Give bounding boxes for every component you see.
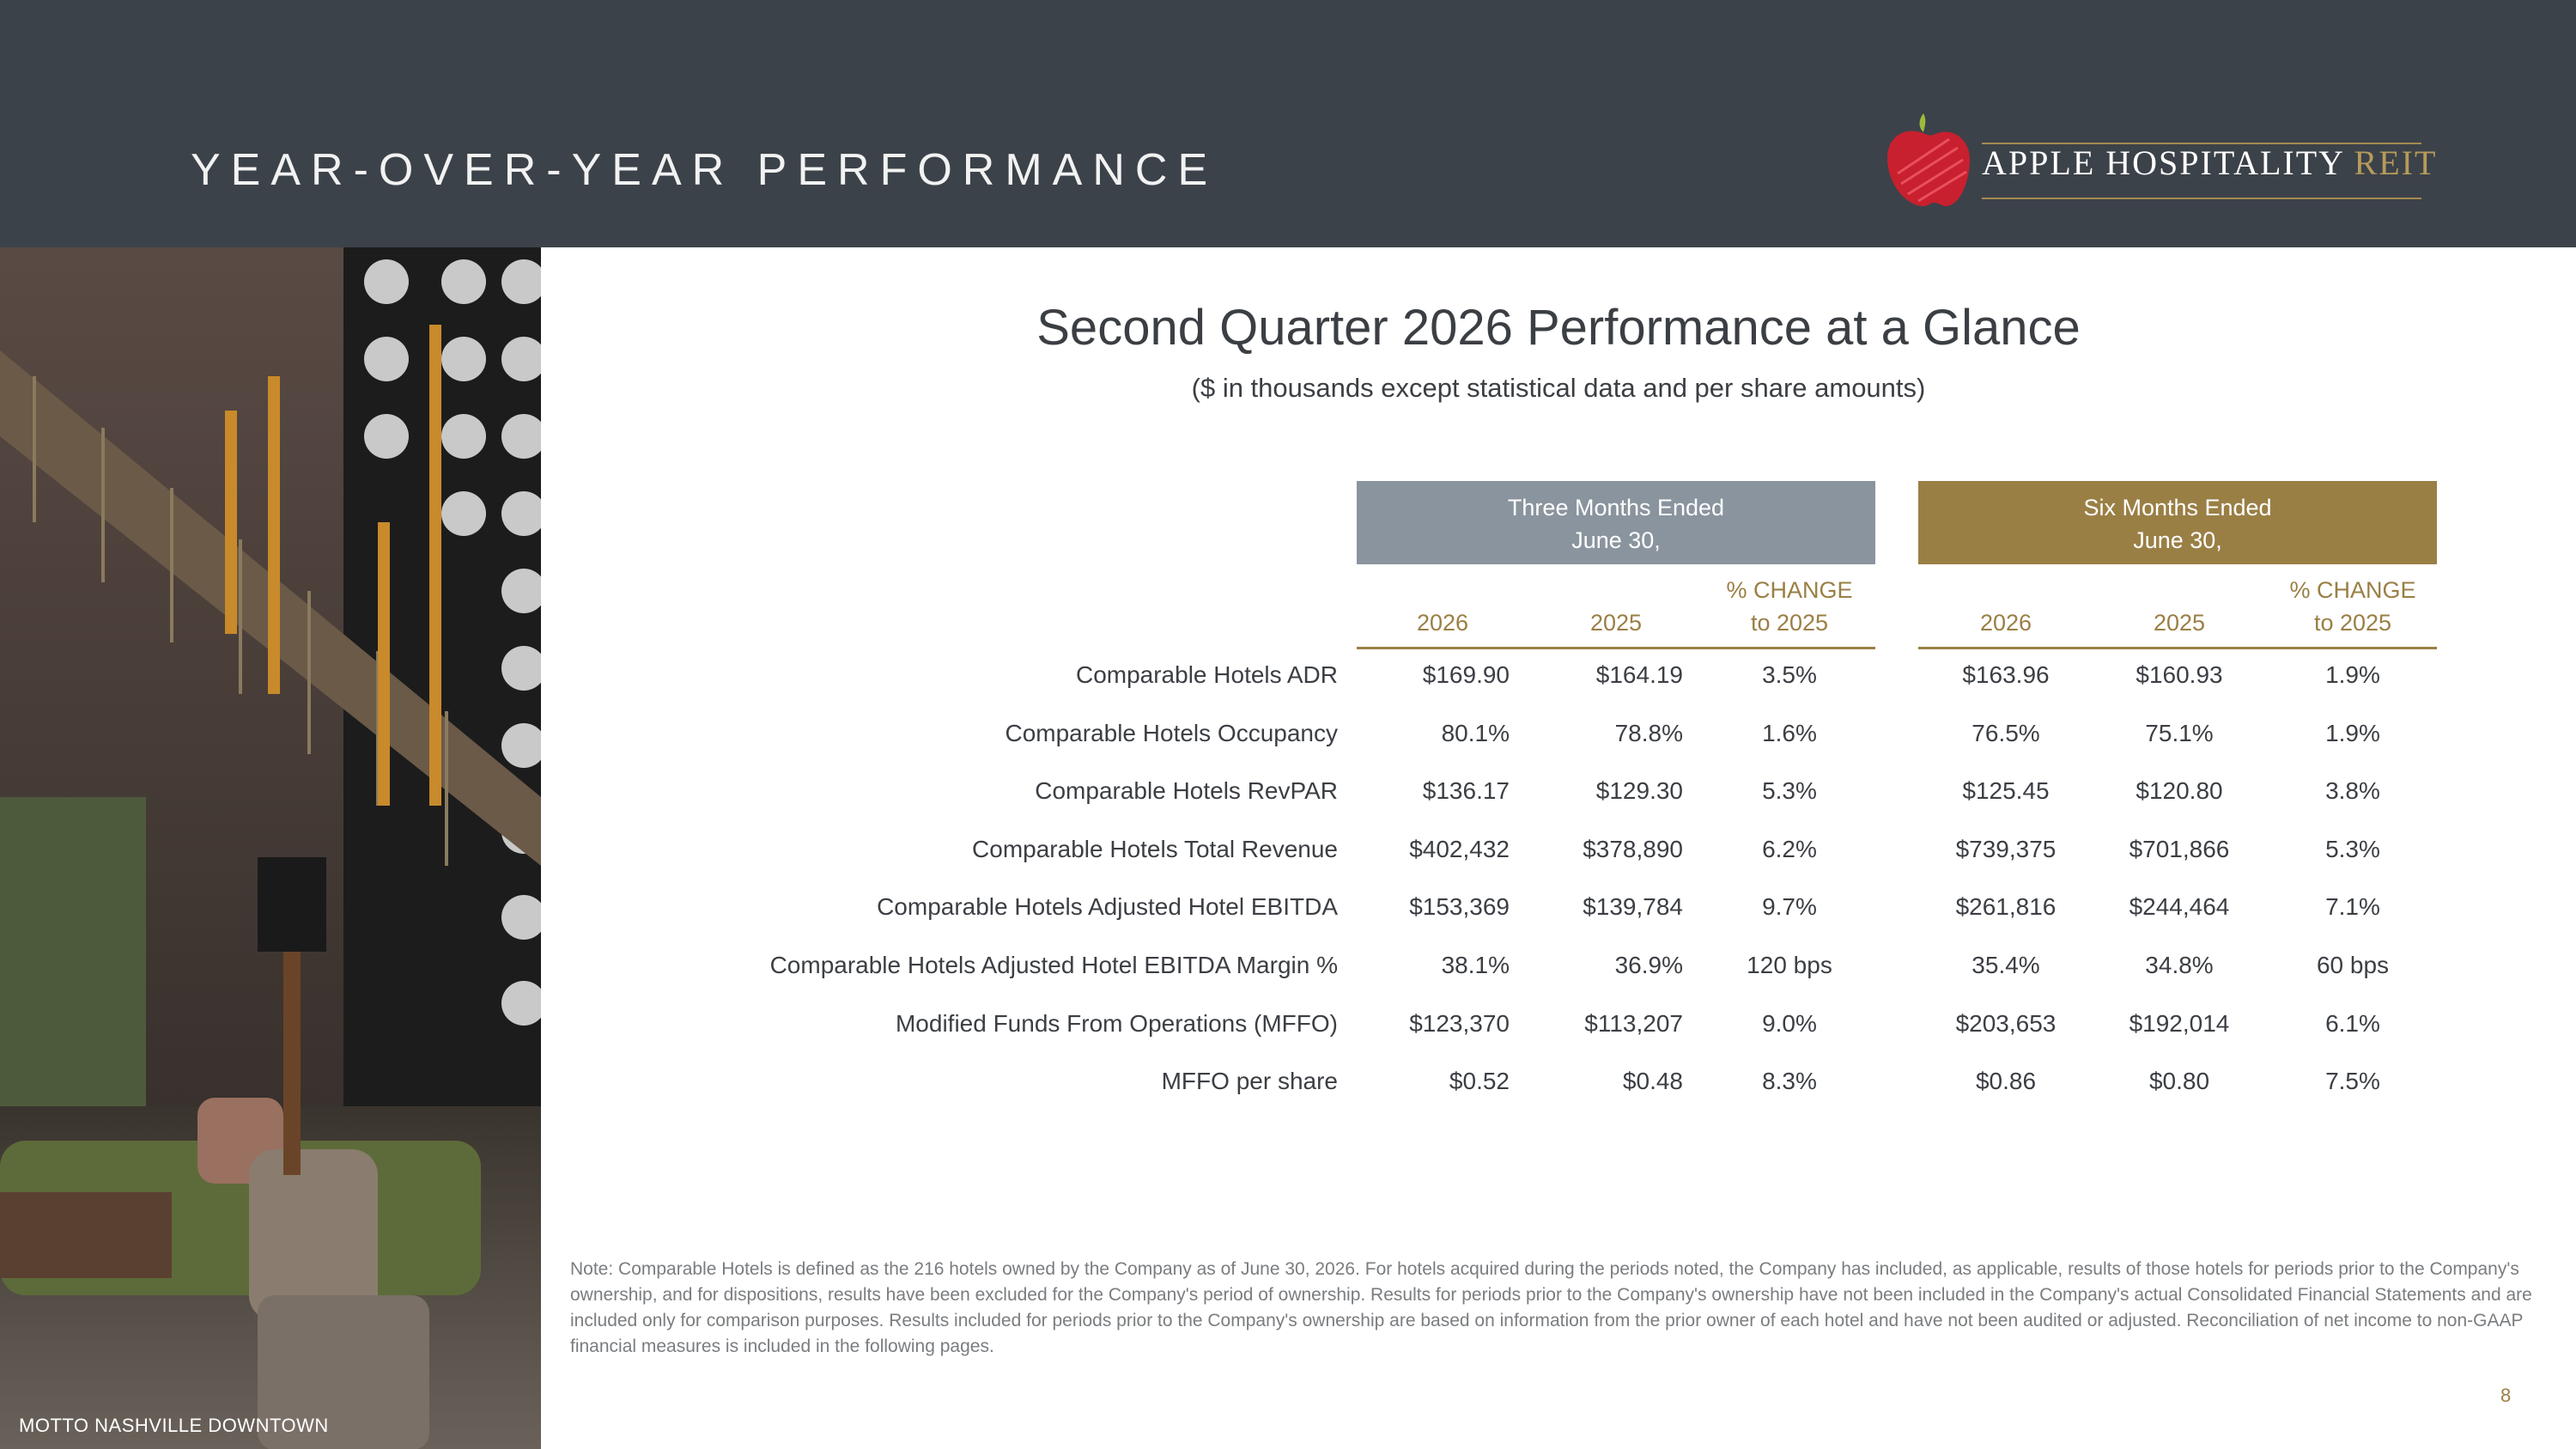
row-label: Modified Funds From Operations (MFFO) xyxy=(895,1009,1338,1037)
cell-h26: 76.5% xyxy=(1971,719,2040,746)
cell-q25: $164.19 xyxy=(1595,661,1683,688)
hotel-interior-image xyxy=(0,247,541,1449)
table-row xyxy=(550,1010,2490,1053)
table-row xyxy=(550,952,2490,995)
col-header-2025-six: 2025 xyxy=(2153,610,2206,636)
cell-hchg: 3.8% xyxy=(2325,777,2380,805)
three-months-line2: June 30, xyxy=(1571,527,1661,553)
cell-h25: $0.80 xyxy=(2148,1068,2210,1095)
footnote: Note: Comparable Hotels is defined as the 216 hotels owned by the Company as of June 30, 2026. For hotels acquired during the periods noted, the Company has included, as applicable, results of those hotels for periods prior to the Company's ownership, and for dispositions, results have been excluded for the Company's period of ownership. Results for periods prior to the Company's ownership have not been included in the Company's actual Consolidated Financial Statements and are included only for comparison purposes. Results included for periods prior to the Company's ownership are based on information from the prior owner of each hotel and have not been audited or adjusted. Reconciliation of net income to non-GAAP financial measures is included in the following pages. xyxy=(570,1259,2532,1356)
logo-name: APPLE HOSPITALITY xyxy=(1982,143,2344,182)
cell-hchg: 60 bps xyxy=(2316,952,2390,978)
cell-q26: $169.90 xyxy=(1422,661,1510,688)
row-label: MFFO per share xyxy=(1161,1068,1338,1095)
table-row xyxy=(550,1068,2490,1111)
cell-hchg: 5.3% xyxy=(2325,835,2380,862)
cell-h25: 34.8% xyxy=(2145,952,2214,978)
cell-h26: $739,375 xyxy=(1955,835,2057,862)
cell-h25: $244,464 xyxy=(2129,893,2230,921)
cell-q25: $378,890 xyxy=(1583,835,1683,862)
cell-qchg: 5.3% xyxy=(1762,777,1817,805)
cell-q26: 38.1% xyxy=(1441,952,1510,978)
page-title: YEAR-OVER-YEAR PERFORMANCE xyxy=(191,145,1218,195)
cell-q26: $136.17 xyxy=(1422,777,1510,805)
col-header-change xyxy=(1704,574,1875,639)
cell-h25: $160.93 xyxy=(2136,661,2223,688)
table-row xyxy=(550,661,2490,704)
cell-h26: $163.96 xyxy=(1962,661,2050,688)
six-months-rule xyxy=(1918,647,2437,649)
cell-qchg: 120 bps xyxy=(1747,952,1832,978)
cell-q25: $0.48 xyxy=(1622,1068,1683,1095)
cell-h25: 75.1% xyxy=(2145,719,2214,746)
row-label: Comparable Hotels ADR xyxy=(1075,661,1338,688)
slide-subtitle: ($ in thousands except statistical data and per share amounts) xyxy=(1191,373,1926,403)
cell-h26: $125.45 xyxy=(1962,777,2050,805)
six-months-line2: June 30, xyxy=(2133,527,2222,553)
cell-hchg: 6.1% xyxy=(2325,1009,2380,1037)
table-row xyxy=(550,893,2490,936)
three-months-rule xyxy=(1357,647,1875,649)
cell-h25: $120.80 xyxy=(2136,777,2223,805)
row-label: Comparable Hotels Total Revenue xyxy=(972,835,1338,862)
cell-hchg: 7.5% xyxy=(2325,1068,2380,1095)
col-header-2025: 2025 xyxy=(1589,610,1643,636)
cell-q26: $153,369 xyxy=(1409,893,1510,921)
three-months-line1: Three Months Ended xyxy=(1507,495,1725,521)
col-header-change-six-line1: % CHANGE xyxy=(2289,577,2416,603)
col-header-change-line1: % CHANGE xyxy=(1726,577,1853,603)
cell-hchg: 1.9% xyxy=(2325,661,2380,688)
logo-wordmark xyxy=(1982,143,2437,183)
cell-qchg: 6.2% xyxy=(1762,835,1817,862)
cell-h26: $203,653 xyxy=(1955,1009,2057,1037)
cell-q25: 78.8% xyxy=(1614,719,1683,746)
cell-q26: 80.1% xyxy=(1441,719,1510,746)
slide-title: Second Quarter 2026 Performance at a Glance xyxy=(1036,300,2081,356)
cell-q25: $129.30 xyxy=(1595,777,1683,805)
header-bar xyxy=(0,0,2576,247)
cell-h25: $701,866 xyxy=(2129,835,2230,862)
photo-caption: MOTTO NASHVILLE DOWNTOWN xyxy=(19,1415,329,1436)
cell-hchg: 7.1% xyxy=(2325,893,2380,921)
col-header-change-line2: to 2025 xyxy=(1750,610,1829,636)
cell-q26: $123,370 xyxy=(1409,1009,1510,1037)
three-months-header xyxy=(1357,481,1875,564)
table-row xyxy=(550,720,2490,763)
apple-logo-icon xyxy=(1880,105,1975,216)
cell-qchg: 9.7% xyxy=(1762,893,1817,921)
row-label: Comparable Hotels Adjusted Hotel EBITDA Margin % xyxy=(769,952,1338,978)
logo-rule-bottom xyxy=(1982,198,2421,199)
col-header-change-six-line2: to 2025 xyxy=(2313,610,2392,636)
six-months-line1: Six Months Ended xyxy=(2083,495,2272,521)
row-label: Comparable Hotels RevPAR xyxy=(1035,777,1338,805)
cell-h25: $192,014 xyxy=(2129,1009,2230,1037)
col-header-2026-six: 2026 xyxy=(1979,610,2032,636)
table-row xyxy=(550,777,2490,820)
cell-hchg: 1.9% xyxy=(2325,719,2380,746)
cell-q26: $402,432 xyxy=(1409,835,1510,862)
logo-reit: REIT xyxy=(2354,143,2438,182)
cell-qchg: 1.6% xyxy=(1762,719,1817,746)
table-row xyxy=(550,836,2490,879)
hotel-photo xyxy=(0,247,541,1449)
cell-h26: $0.86 xyxy=(1975,1068,2037,1095)
cell-q26: $0.52 xyxy=(1449,1068,1510,1095)
page-number: 8 xyxy=(2500,1385,2512,1406)
cell-qchg: 3.5% xyxy=(1762,661,1817,688)
col-header-2026: 2026 xyxy=(1416,610,1469,636)
six-months-header xyxy=(1918,481,2437,564)
cell-q25: $139,784 xyxy=(1583,893,1683,921)
cell-h26: 35.4% xyxy=(1971,952,2040,978)
row-label: Comparable Hotels Occupancy xyxy=(1005,719,1338,746)
company-logo xyxy=(1880,105,2438,216)
cell-q25: 36.9% xyxy=(1614,952,1683,978)
cell-qchg: 8.3% xyxy=(1762,1068,1817,1095)
cell-h26: $261,816 xyxy=(1955,893,2057,921)
cell-qchg: 9.0% xyxy=(1762,1009,1817,1037)
cell-q25: $113,207 xyxy=(1584,1009,1683,1037)
row-label: Comparable Hotels Adjusted Hotel EBITDA xyxy=(877,893,1338,921)
col-header-change-six xyxy=(2267,574,2439,639)
